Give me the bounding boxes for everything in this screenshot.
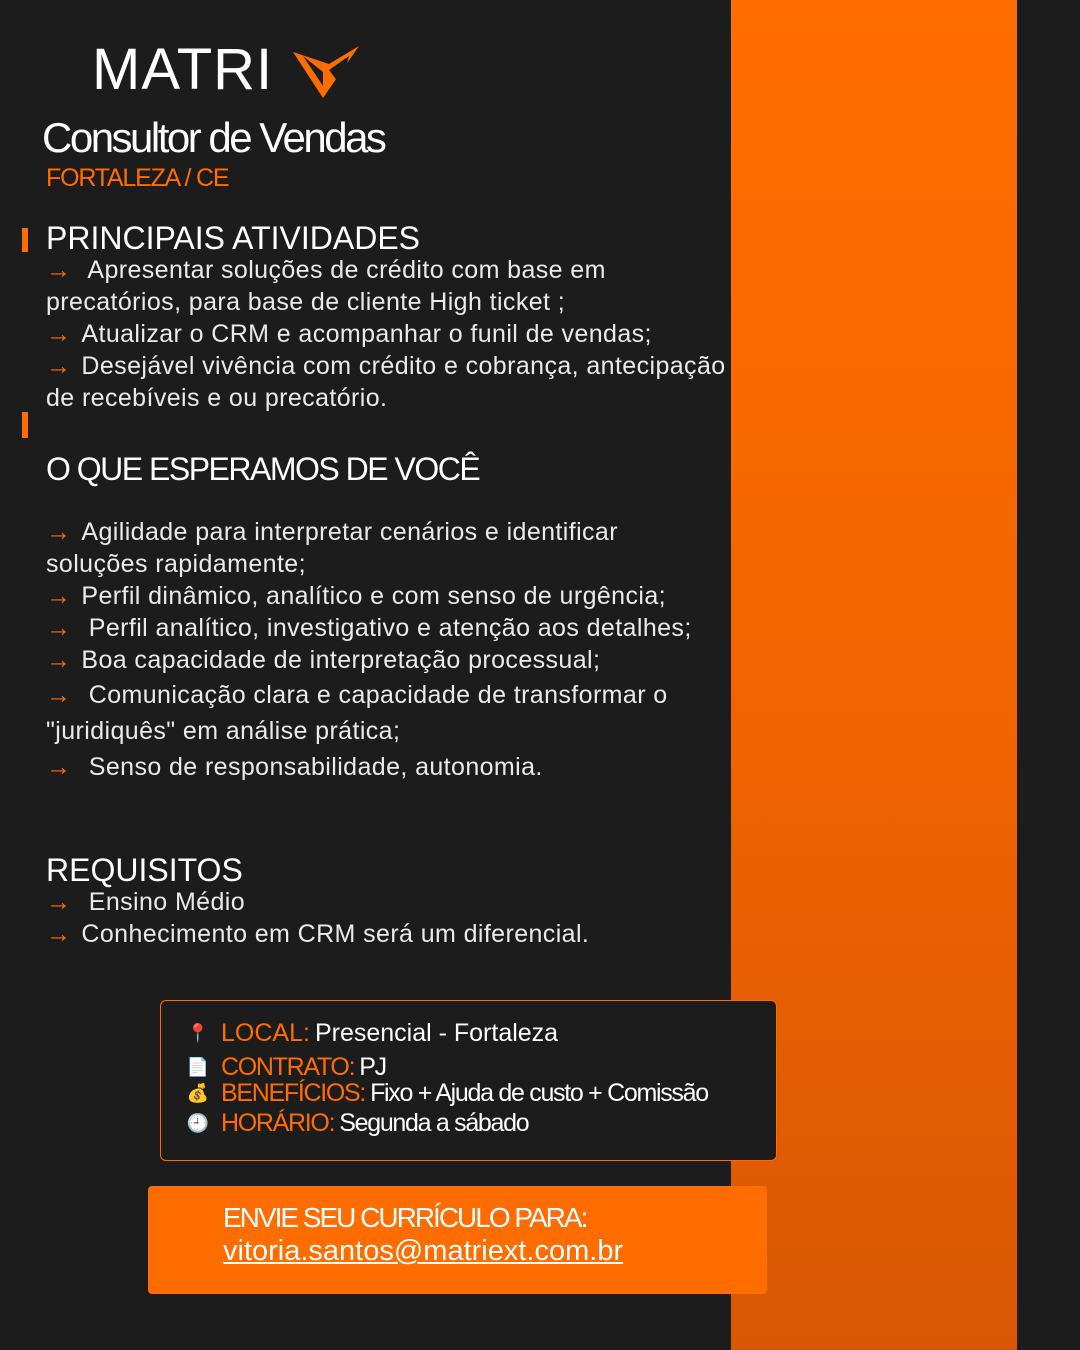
chevron-arrow-icon (293, 42, 359, 98)
job-details-card (160, 1000, 777, 1161)
detail-beneficios: 💰 BENEFÍCIOS: Fixo + Ajuda de custo + Comissão (186, 1079, 708, 1107)
detail-contrato: 📄 CONTRATO: PJ (186, 1053, 386, 1081)
arrow-icon: → (46, 614, 72, 642)
list-item: → Agilidade para interpretar cenários e identificar soluções rapidamente; (46, 518, 618, 578)
pin-icon: 📍 (186, 1023, 210, 1043)
job-location: FORTALEZA / CE (46, 164, 229, 192)
list-item: → Atualizar o CRM e acompanhar o funil de vendas; (46, 320, 652, 348)
arrow-icon: → (46, 646, 72, 674)
arrow-icon: → (46, 888, 72, 916)
list-item: → Senso de responsabilidade, autonomia. (46, 753, 543, 781)
arrow-icon: → (46, 320, 72, 348)
apply-cta-box (148, 1186, 767, 1294)
brand-logo (92, 38, 359, 102)
detail-local: 📍 LOCAL: Presencial - Fortaleza (186, 1019, 559, 1047)
list-item: → Ensino Médio (46, 888, 246, 916)
expectations-title: O QUE ESPERAMOS DE VOCÊ (46, 451, 480, 487)
section-marker-bar (22, 228, 28, 252)
list-item: → Desejável vivência com crédito e cobrança, antecipação de recebíveis e ou precatório. (46, 352, 726, 412)
arrow-icon: → (46, 256, 72, 284)
section-marker-bar (22, 412, 28, 438)
job-title: Consultor de Vendas (42, 114, 385, 161)
brand-name: MATRI (92, 37, 274, 102)
expectations-list (46, 516, 726, 783)
document-icon: 📄 (186, 1057, 210, 1077)
arrow-icon: → (46, 352, 72, 380)
list-item: → Apresentar soluções de crédito com base em precatórios, para base de cliente High ticket ; (46, 256, 606, 316)
activities-list (46, 254, 726, 414)
arrow-icon: → (46, 681, 72, 709)
arrow-icon: → (46, 582, 72, 610)
list-item: → Boa capacidade de interpretação processual; (46, 646, 601, 674)
arrow-icon: → (46, 753, 72, 781)
list-item: → Comunicação clara e capacidade de transformar o "juridiquês" em análise prática; (46, 681, 668, 745)
money-bag-icon: 💰 (186, 1083, 210, 1103)
email-link[interactable]: vitoria.santos@matriext.com.br (223, 1235, 624, 1267)
requirements-list (46, 886, 726, 950)
clock-icon: 🕘 (186, 1113, 210, 1133)
list-item: → Conhecimento em CRM será um diferencial. (46, 920, 590, 948)
arrow-icon: → (46, 518, 72, 546)
activities-title: PRINCIPAIS ATIVIDADES (46, 220, 421, 256)
arrow-icon: → (46, 920, 72, 948)
list-item: → Perfil analítico, investigativo e atenção aos detalhes; (46, 614, 692, 642)
cta-title: ENVIE SEU CURRÍCULO PARA: (223, 1202, 587, 1233)
list-item: → Perfil dinâmico, analítico e com senso de urgência; (46, 582, 666, 610)
requirements-title: REQUISITOS (46, 852, 243, 888)
detail-horario: 🕘 HORÁRIO: Segunda a sábado (186, 1109, 529, 1137)
